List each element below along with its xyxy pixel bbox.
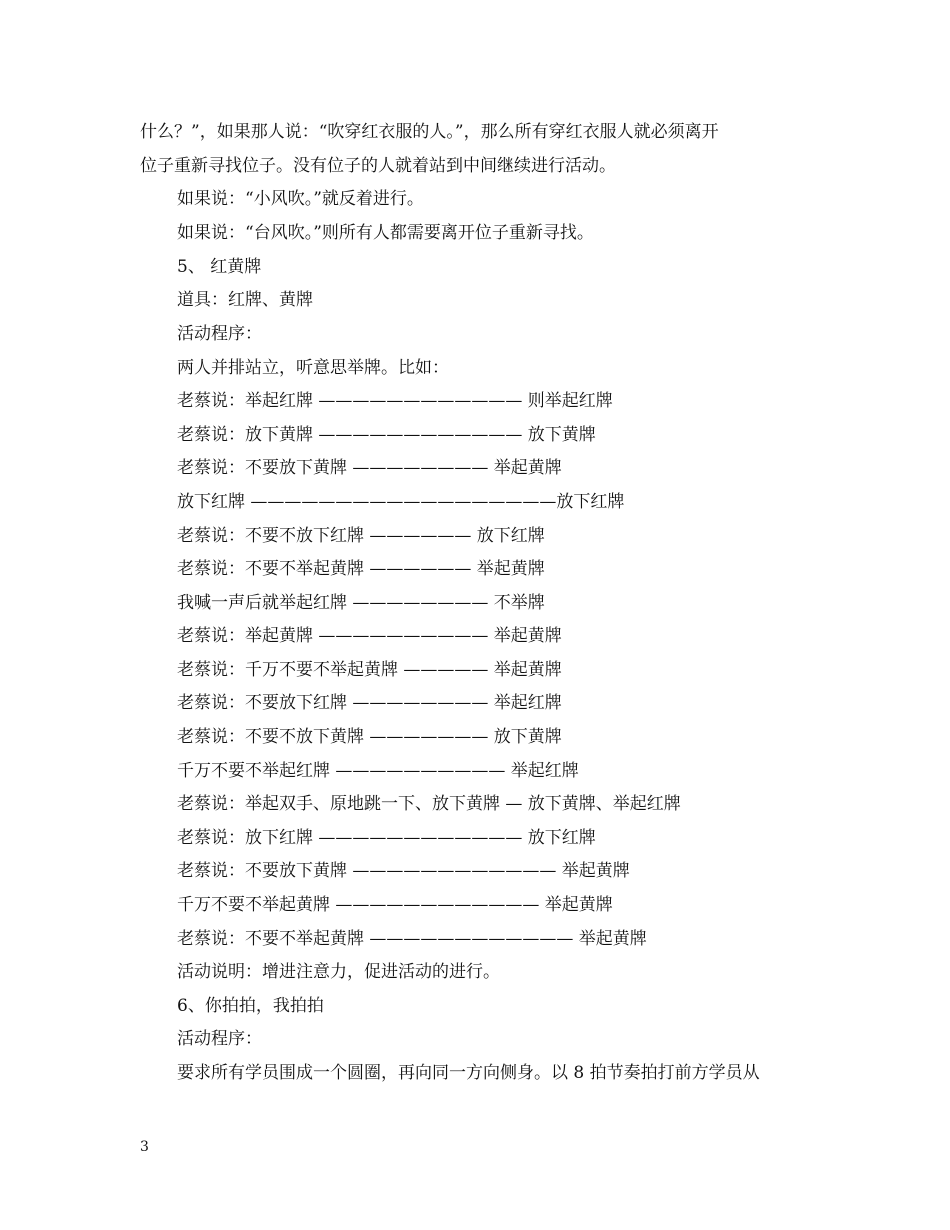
rule-line: 老蔡说：举起黄牌 —————————— 举起黄牌 [177, 626, 562, 646]
rule-line: 老蔡说：不要不放下红牌 —————— 放下红牌 [177, 526, 545, 546]
text-line: 活动程序： [177, 324, 262, 344]
text-line: 什么？”，如果那人说：“吹穿红衣服的人。”，那么所有穿红衣服人就必须离开 [140, 122, 719, 142]
rule-line: 放下红牌 ——————————————————放下红牌 [177, 492, 625, 512]
rule-line: 老蔡说：放下黄牌 ———————————— 放下黄牌 [177, 425, 596, 445]
text-line: 道具：红牌、黄牌 [177, 290, 313, 310]
rule-line: 千万不要不举起红牌 —————————— 举起红牌 [177, 761, 579, 781]
text-line: 如果说：“小风吹。”就反着进行。 [177, 189, 424, 209]
text-line: 两人并排站立，听意思举牌。比如： [177, 358, 449, 378]
rule-line: 老蔡说：不要不举起黄牌 ———————————— 举起黄牌 [177, 929, 647, 949]
text-line: 活动说明：增进注意力，促进活动的进行。 [177, 962, 500, 982]
rule-line: 老蔡说：放下红牌 ———————————— 放下红牌 [177, 828, 596, 848]
page-number: 3 [140, 1139, 149, 1155]
rule-line: 老蔡说：不要不举起黄牌 —————— 举起黄牌 [177, 559, 545, 579]
section-heading: 6、你拍拍，我拍拍 [177, 996, 324, 1016]
rule-line: 千万不要不举起黄牌 ———————————— 举起黄牌 [177, 895, 613, 915]
rule-line: 我喊一声后就举起红牌 ———————— 不举牌 [177, 593, 545, 613]
rule-line: 老蔡说：千万不要不举起黄牌 ————— 举起黄牌 [177, 660, 562, 680]
rule-line: 老蔡说：举起红牌 ———————————— 则举起红牌 [177, 391, 613, 411]
section-heading: 5、 红黄牌 [177, 257, 262, 277]
text-line: 如果说：“台风吹。”则所有人都需要离开位子重新寻找。 [177, 223, 594, 243]
rule-line: 老蔡说：不要放下黄牌 ———————— 举起黄牌 [177, 458, 562, 478]
rule-line: 老蔡说：举起双手、原地跳一下、放下黄牌 — 放下黄牌、举起红牌 [177, 794, 681, 814]
text-line: 活动程序： [177, 1029, 262, 1049]
text-line: 要求所有学员围成一个圆圈，再向同一方向侧身。以 8 拍节奏拍打前方学员从 [177, 1063, 760, 1083]
rule-line: 老蔡说：不要不放下黄牌 ——————— 放下黄牌 [177, 727, 562, 747]
text-line: 位子重新寻找位子。没有位子的人就着站到中间继续进行活动。 [140, 156, 616, 176]
rule-line: 老蔡说：不要放下红牌 ———————— 举起红牌 [177, 693, 562, 713]
rule-line: 老蔡说：不要放下黄牌 ———————————— 举起黄牌 [177, 861, 630, 881]
